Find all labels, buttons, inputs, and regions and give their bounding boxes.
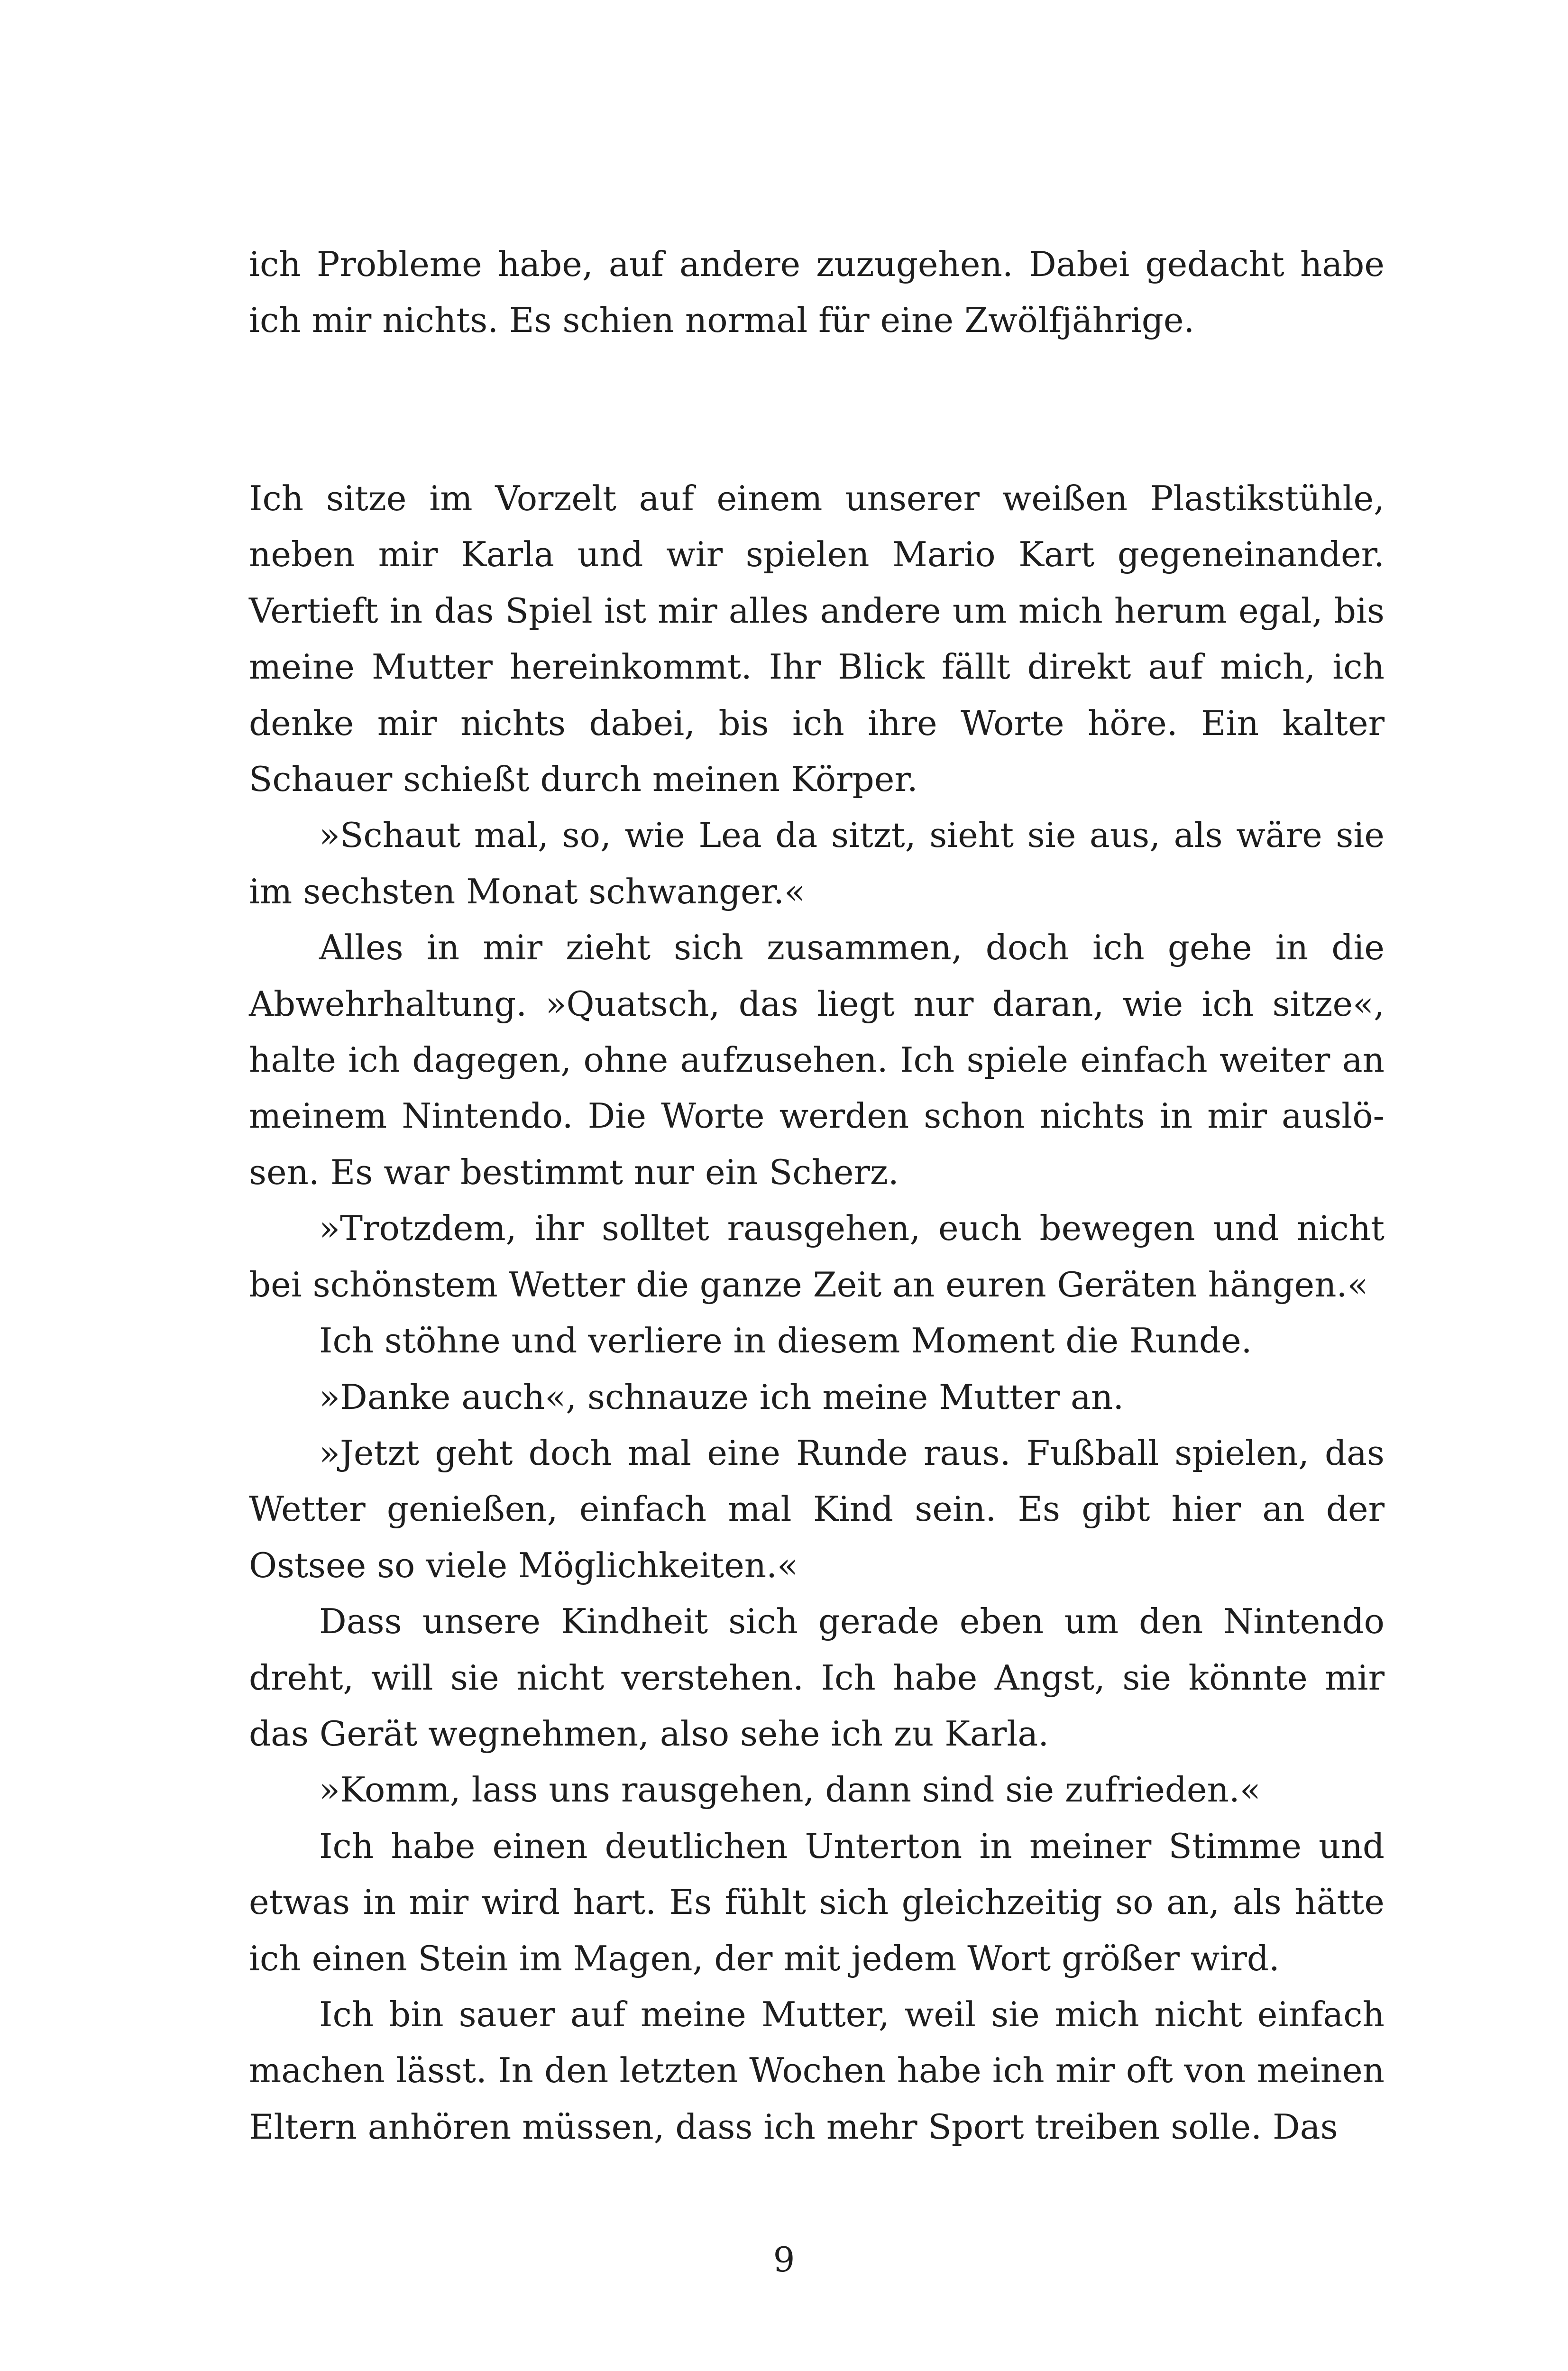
paragraph: Ich stöhne und verliere in diesem Moment die Runde. — [319, 1321, 1252, 1361]
paragraph: »Trotzdem, ihr solltet rausgehen, euch bewegen und nicht bei schönstem Wetter die ganze Zeit an euren Geräten hängen.« — [249, 1208, 1385, 1305]
new-section — [249, 470, 1385, 2155]
paragraph: »Schaut mal, so, wie Lea da sitzt, sieht sie aus, als wäre sie im sechsten Monat schwanger.« — [249, 815, 1385, 911]
page-number: 9 — [773, 2240, 795, 2279]
paragraph: »Danke auch«, schnauze ich meine Mutter an. — [319, 1377, 1124, 1417]
paragraph: »Komm, lass uns rausgehen, dann sind sie zufrieden.« — [319, 1770, 1261, 1810]
paragraph: Alles in mir zieht sich zusammen, doch ich gehe in die Abwehrhaltung. »Quatsch, das liegt nur daran, wie ich sitze«, halte ich dagegen, ohne aufzusehen. Ich spiele einfach weiter an meinem Nintendo. Die Worte werden schon nichts in mir auslösen. Es war bestimmt nur ein Scherz. — [249, 928, 1385, 1192]
paragraph: Dass unsere Kindheit sich gerade eben um den Nintendo dreht, will sie nicht verstehen. Ich habe Angst, sie könnte mir das Gerät wegnehmen, also sehe ich zu Karla. — [249, 1601, 1385, 1754]
paragraph: Ich habe einen deutlichen Unterton in meiner Stimme und etwas in mir wird hart. Es fühlt sich gleichzeitig so an, als hätte ich einen Stein im Magen, der mit jedem Wort größer wird. — [249, 1826, 1385, 1978]
continued-section — [249, 236, 1385, 349]
paragraph: Ich sitze im Vorzelt auf einem unserer weißen Plastikstühle, neben mir Karla und wir spielen Mario Kart gegeneinander. Vertieft in das Spiel ist mir alles andere um mich herum egal, bis meine Mutter hereinkommt. Ihr Blick fällt direkt auf mich, ich denke mir nichts dabei, bis ich ihre Worte höre. Ein kalter Schauer schießt durch meinen Körper. — [249, 478, 1385, 800]
paragraph: Ich bin sauer auf meine Mutter, weil sie mich nicht einfach machen lässt. In den letzten Wochen habe ich mir oft von meinen Eltern anhören müssen, dass ich mehr Sport treiben solle. Das — [249, 1994, 1385, 2147]
paragraph: »Jetzt geht doch mal eine Runde raus. Fußball spielen, das Wetter genießen, einfach mal Kind sein. Es gibt hier an der Ostsee so viele Möglichkeiten.« — [249, 1433, 1385, 1585]
continued-paragraph: ich Probleme habe, auf andere zuzugehen. Dabei gedacht habe ich mir nichts. Es schien normal für eine Zwölfjährige. — [249, 244, 1385, 340]
